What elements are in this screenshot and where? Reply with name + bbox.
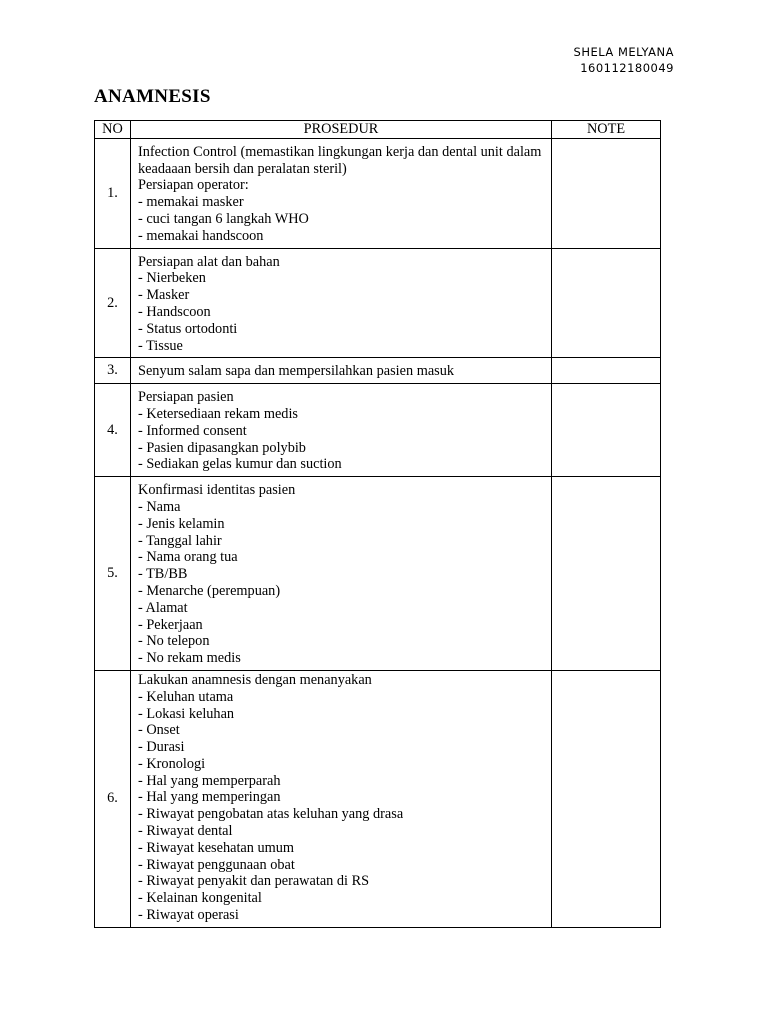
procedure-line: - Ketersediaan rekam medis bbox=[138, 405, 298, 422]
procedure-line: - memakai handscoon bbox=[138, 227, 264, 244]
procedure-cell bbox=[131, 670, 552, 927]
procedure-line: Lakukan anamnesis dengan menanyakan bbox=[138, 671, 372, 688]
table-header-row bbox=[95, 121, 661, 139]
table-row bbox=[95, 358, 661, 384]
procedure-line: - Durasi bbox=[138, 739, 185, 756]
procedure-line: - Sediakan gelas kumur dan suction bbox=[138, 456, 342, 473]
procedure-cell bbox=[131, 384, 552, 477]
column-header-note: NOTE bbox=[552, 121, 661, 139]
procedure-line: - Informed consent bbox=[138, 422, 247, 439]
procedure-cell bbox=[131, 138, 552, 248]
procedure-cell bbox=[131, 358, 552, 384]
procedure-line: - memakai masker bbox=[138, 194, 244, 211]
procedure-line: - Riwayat kesehatan umum bbox=[138, 839, 295, 856]
procedure-line: - Onset bbox=[138, 722, 180, 739]
procedure-line: Konfirmasi identitas pasien bbox=[138, 482, 296, 499]
procedure-line: Senyum salam sapa dan mempersilahkan pasien masuk bbox=[138, 363, 455, 380]
procedure-line: - Nama bbox=[138, 498, 181, 515]
procedure-line: - Riwayat penggunaan obat bbox=[138, 856, 295, 873]
procedure-line: - TB/BB bbox=[138, 566, 188, 583]
procedure-line: - Tissue bbox=[138, 337, 183, 354]
row-number: 2. bbox=[95, 248, 131, 358]
procedure-line: - Pasien dipasangkan polybib bbox=[138, 439, 306, 456]
procedure-line: Infection Control (memastikan lingkungan kerja dan dental unit dalam keadaaan bersih dan peralatan steril) bbox=[138, 143, 542, 177]
procedure-line: - Riwayat pengobatan atas keluhan yang drasa bbox=[138, 806, 404, 823]
procedure-line: - Hal yang memperparah bbox=[138, 772, 281, 789]
column-header-no: NO bbox=[95, 121, 131, 139]
table-row bbox=[95, 138, 661, 248]
row-number: 4. bbox=[95, 384, 131, 477]
table-row bbox=[95, 670, 661, 927]
procedure-line: Persiapan pasien bbox=[138, 389, 234, 406]
author-name: SHELA MELYANA bbox=[573, 45, 674, 59]
procedure-line: - Lokasi keluhan bbox=[138, 705, 235, 722]
procedure-line: - Alamat bbox=[138, 599, 188, 616]
procedure-line: - Tanggal lahir bbox=[138, 532, 222, 549]
row-number: 5. bbox=[95, 477, 131, 671]
procedure-line: - Nierbeken bbox=[138, 270, 206, 287]
procedure-line: - Keluhan utama bbox=[138, 688, 234, 705]
table-row bbox=[95, 477, 661, 671]
procedure-line: - Nama orang tua bbox=[138, 549, 238, 566]
procedure-line: - Riwayat operasi bbox=[138, 907, 239, 924]
note-cell bbox=[552, 248, 661, 358]
note-cell bbox=[552, 358, 661, 384]
procedure-cell bbox=[131, 248, 552, 358]
procedure-line: - Status ortodonti bbox=[138, 320, 238, 337]
procedure-line: - No rekam medis bbox=[138, 650, 241, 667]
procedure-line: - Kronologi bbox=[138, 755, 206, 772]
procedure-line: - Pekerjaan bbox=[138, 616, 203, 633]
procedure-line: - cuci tangan 6 langkah WHO bbox=[138, 210, 309, 227]
procedure-line: - Riwayat dental bbox=[138, 823, 233, 840]
column-header-prosedur: PROSEDUR bbox=[131, 121, 552, 139]
note-cell bbox=[552, 138, 661, 248]
row-number: 6. bbox=[95, 670, 131, 927]
table-row bbox=[95, 384, 661, 477]
procedure-line: - No telepon bbox=[138, 633, 210, 650]
row-number: 1. bbox=[95, 138, 131, 248]
table-row bbox=[95, 248, 661, 358]
note-cell bbox=[552, 477, 661, 671]
procedure-line: - Jenis kelamin bbox=[138, 515, 225, 532]
author-header bbox=[574, 44, 674, 76]
note-cell bbox=[552, 670, 661, 927]
row-number: 3. bbox=[95, 358, 131, 384]
procedure-cell bbox=[131, 477, 552, 671]
procedure-line: Persiapan alat dan bahan bbox=[138, 253, 280, 270]
procedure-line: - Kelainan kongenital bbox=[138, 890, 262, 907]
document-title: ANAMNESIS bbox=[94, 86, 211, 107]
procedure-line: - Handscoon bbox=[138, 303, 211, 320]
procedure-line: - Masker bbox=[138, 287, 190, 304]
procedure-line: - Riwayat penyakit dan perawatan di RS bbox=[138, 873, 370, 890]
procedure-line: Persiapan operator: bbox=[138, 177, 249, 194]
procedure-line: - Hal yang memperingan bbox=[138, 789, 281, 806]
author-id: 160112180049 bbox=[580, 61, 674, 75]
procedure-line: - Menarche (perempuan) bbox=[138, 582, 281, 599]
note-cell bbox=[552, 384, 661, 477]
procedure-table bbox=[94, 120, 661, 928]
